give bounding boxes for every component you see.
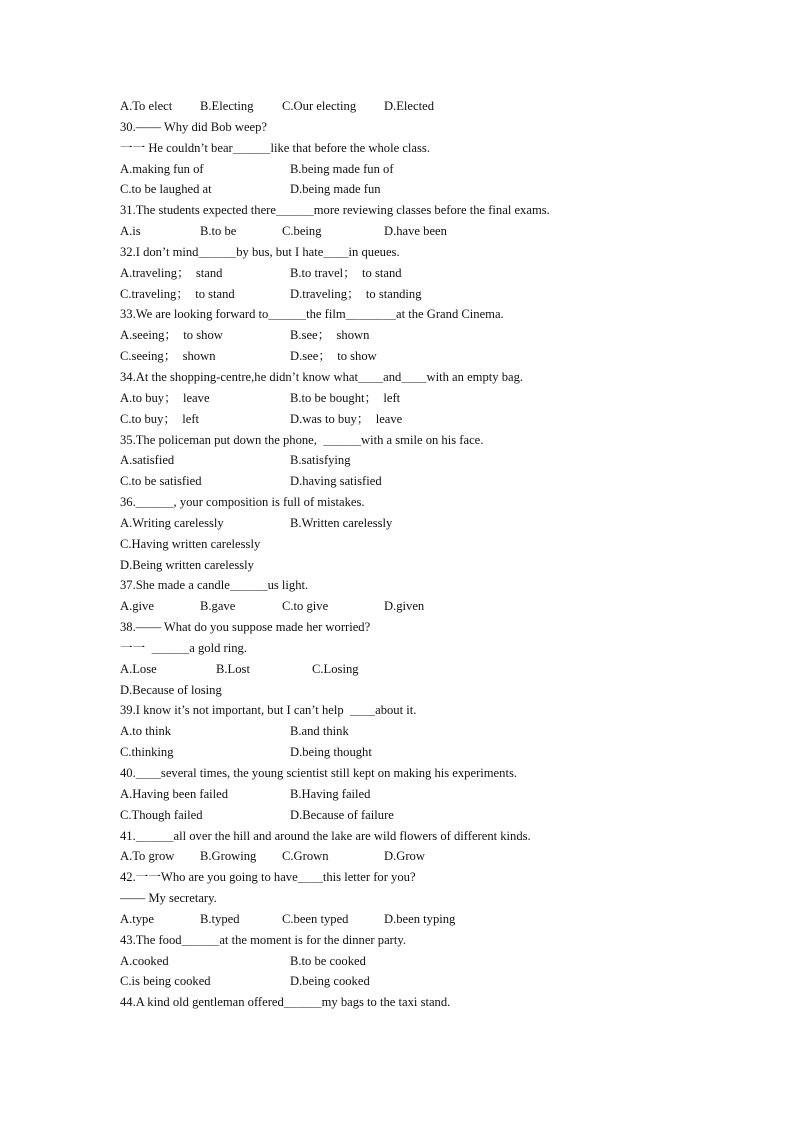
option-row (120, 909, 680, 930)
answer-option: A.To grow (120, 849, 175, 864)
option-row (120, 325, 680, 346)
option-row (120, 263, 680, 284)
question-text: 43.The food＿＿＿at the moment is for the dinner party. (120, 932, 406, 947)
answer-option: C.to buy； left (120, 411, 200, 426)
answer-option: D.see； to show (290, 349, 377, 364)
question-text: 34.At the shopping-centre,he didn’t know what＿＿and＿＿with an empty bag. (120, 369, 524, 384)
answer-option: D.Grow (384, 849, 425, 864)
answer-option: C.is being cooked (120, 974, 211, 989)
question-text: C.Having written carelessly (120, 536, 261, 551)
question-text: 37.She made a candle＿＿＿us light. (120, 578, 309, 593)
option-row (120, 846, 680, 867)
answer-option: A.type (120, 911, 154, 926)
answer-option: B.Lost (216, 661, 250, 676)
answer-option: A.traveling； stand (120, 265, 223, 280)
question-text: 一一 ＿＿＿a gold ring. (120, 640, 247, 655)
option-row (120, 659, 680, 680)
answer-option: D.given (384, 599, 425, 614)
question-text: 44.A kind old gentleman offered＿＿＿my bags to the taxi stand. (120, 995, 451, 1010)
option-row (120, 513, 680, 534)
answer-option: B.satisfying (290, 453, 351, 468)
option-row (120, 450, 680, 471)
answer-option: C.to be laughed at (120, 182, 212, 197)
option-row (120, 784, 680, 805)
answer-option: B.to be bought； left (290, 390, 401, 405)
answer-option: C.to give (282, 599, 329, 614)
option-row (120, 409, 680, 430)
answer-option: B.typed (200, 911, 240, 926)
option-row (120, 971, 680, 992)
answer-option: D.was to buy； leave (290, 411, 403, 426)
question-text: 38.—— What do you suppose made her worried? (120, 620, 371, 635)
question-text: 36.＿＿＿, your composition is full of mistakes. (120, 495, 365, 510)
option-row (120, 951, 680, 972)
question-text: 33.We are looking forward to＿＿＿the film＿＿＿＿at the Grand Cinema. (120, 307, 504, 322)
answer-option: A.is (120, 224, 141, 239)
answer-option: A.To elect (120, 99, 173, 113)
option-row (120, 284, 680, 305)
question-text: 42.一一Who are you going to have＿＿this letter for you? (120, 870, 416, 885)
option-row (120, 159, 680, 180)
answer-option: B.Electing (200, 99, 254, 113)
answer-option: D.have been (384, 224, 447, 239)
answer-option: C.traveling； to stand (120, 286, 235, 301)
question-text: D.Because of losing (120, 682, 222, 697)
answer-option: C.to be satisfied (120, 474, 202, 489)
answer-option: C.Grown (282, 849, 329, 864)
answer-option: B.Written carelessly (290, 515, 393, 530)
answer-option: D.being cooked (290, 974, 370, 989)
answer-option: B.Growing (200, 849, 257, 864)
answer-option: A.to think (120, 724, 172, 739)
answer-option: A.Having been failed (120, 786, 229, 801)
answer-option: A.seeing； to show (120, 328, 223, 343)
option-row (120, 179, 680, 200)
option-row (120, 388, 680, 409)
answer-option: D.traveling； to standing (290, 286, 422, 301)
answer-option: A.satisfied (120, 453, 175, 468)
option-row (120, 346, 680, 367)
option-row (120, 471, 680, 492)
answer-option: B.to be cooked (290, 953, 366, 968)
answer-option: C.being (282, 224, 322, 239)
answer-option: B.and think (290, 724, 349, 739)
answer-option: B.gave (200, 599, 236, 614)
answer-option: C.thinking (120, 745, 174, 760)
answer-option: A.Lose (120, 661, 157, 676)
option-row (120, 721, 680, 742)
question-text: D.Being written carelessly (120, 557, 254, 572)
answer-option: A.cooked (120, 953, 169, 968)
answer-option: B.Having failed (290, 786, 371, 801)
question-list (120, 96, 680, 1013)
question-text: 40.＿＿several times, the young scientist still kept on making his experiments. (120, 766, 517, 780)
answer-option: C.Though failed (120, 807, 203, 822)
option-row (120, 596, 680, 617)
answer-option: B.to travel； to stand (290, 265, 402, 280)
question-text: —— My secretary. (120, 891, 217, 906)
answer-option: A.making fun of (120, 161, 204, 176)
answer-option: D.Because of failure (290, 807, 394, 822)
question-text: 32.I don’t mind＿＿＿by bus, but I hate＿＿in queues. (120, 244, 400, 259)
answer-option: D.being made fun (290, 182, 381, 197)
answer-option: C.Losing (312, 661, 359, 676)
answer-option: D.been typing (384, 911, 456, 926)
answer-option: D.having satisfied (290, 474, 382, 489)
answer-option: C.Our electing (282, 99, 357, 113)
answer-option: A.Writing carelessly (120, 515, 224, 530)
question-text: 30.—— Why did Bob weep? (120, 119, 268, 134)
option-row (120, 221, 680, 242)
question-text: 35.The policeman put down the phone, ＿＿＿with a smile on his face. (120, 432, 484, 447)
option-row (120, 96, 680, 117)
answer-option: C.seeing； shown (120, 349, 216, 364)
answer-option: D.being thought (290, 745, 372, 760)
option-row (120, 805, 680, 826)
answer-option: C.been typed (282, 911, 349, 926)
answer-option: D.Elected (384, 99, 434, 113)
question-text: 31.The students expected there＿＿＿more reviewing classes before the final exams. (120, 203, 550, 218)
answer-option: A.to buy； leave (120, 390, 210, 405)
question-text: 一一 He couldn’t bear＿＿＿like that before the whole class. (120, 140, 430, 155)
answer-option: B.being made fun of (290, 161, 394, 176)
question-text: 41.＿＿＿all over the hill and around the lake are wild flowers of different kinds. (120, 828, 531, 843)
answer-option: A.give (120, 599, 154, 614)
question-text: 39.I know it’s not important, but I can’t help ＿＿about it. (120, 703, 417, 718)
answer-option: B.see； shown (290, 328, 370, 343)
option-row (120, 742, 680, 763)
answer-option: B.to be (200, 224, 237, 239)
